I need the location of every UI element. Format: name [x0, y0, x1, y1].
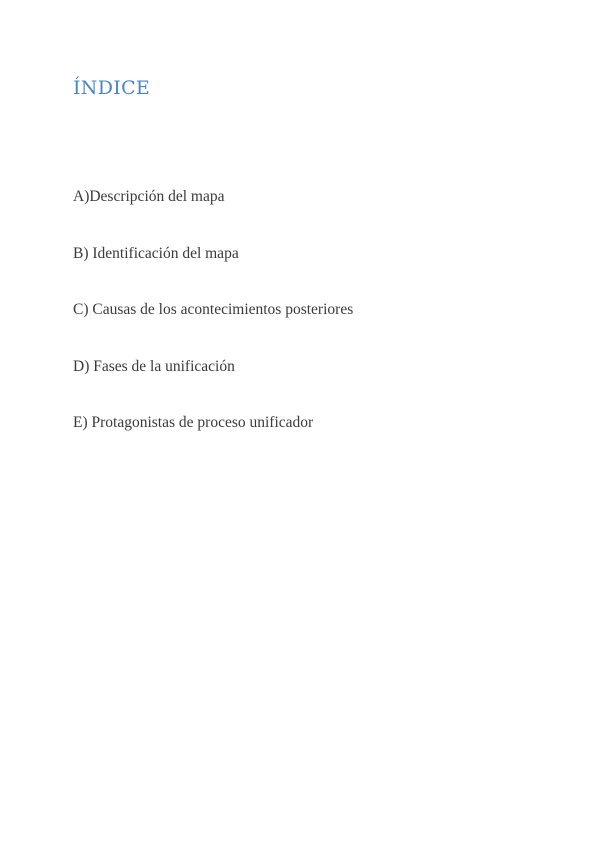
- page-title: ÍNDICE: [73, 77, 151, 99]
- toc-item-d: D) Fases de la unificación: [73, 357, 235, 375]
- toc-item-c: C) Causas de los acontecimientos posteriores: [73, 301, 354, 318]
- toc-item-a: A)Descripción del mapa: [73, 188, 225, 205]
- toc-item-b: B) Identificación del mapa: [73, 244, 239, 262]
- table-of-contents: [73, 186, 353, 469]
- toc-item-e: E) Protagonistas de proceso unificador: [73, 414, 314, 431]
